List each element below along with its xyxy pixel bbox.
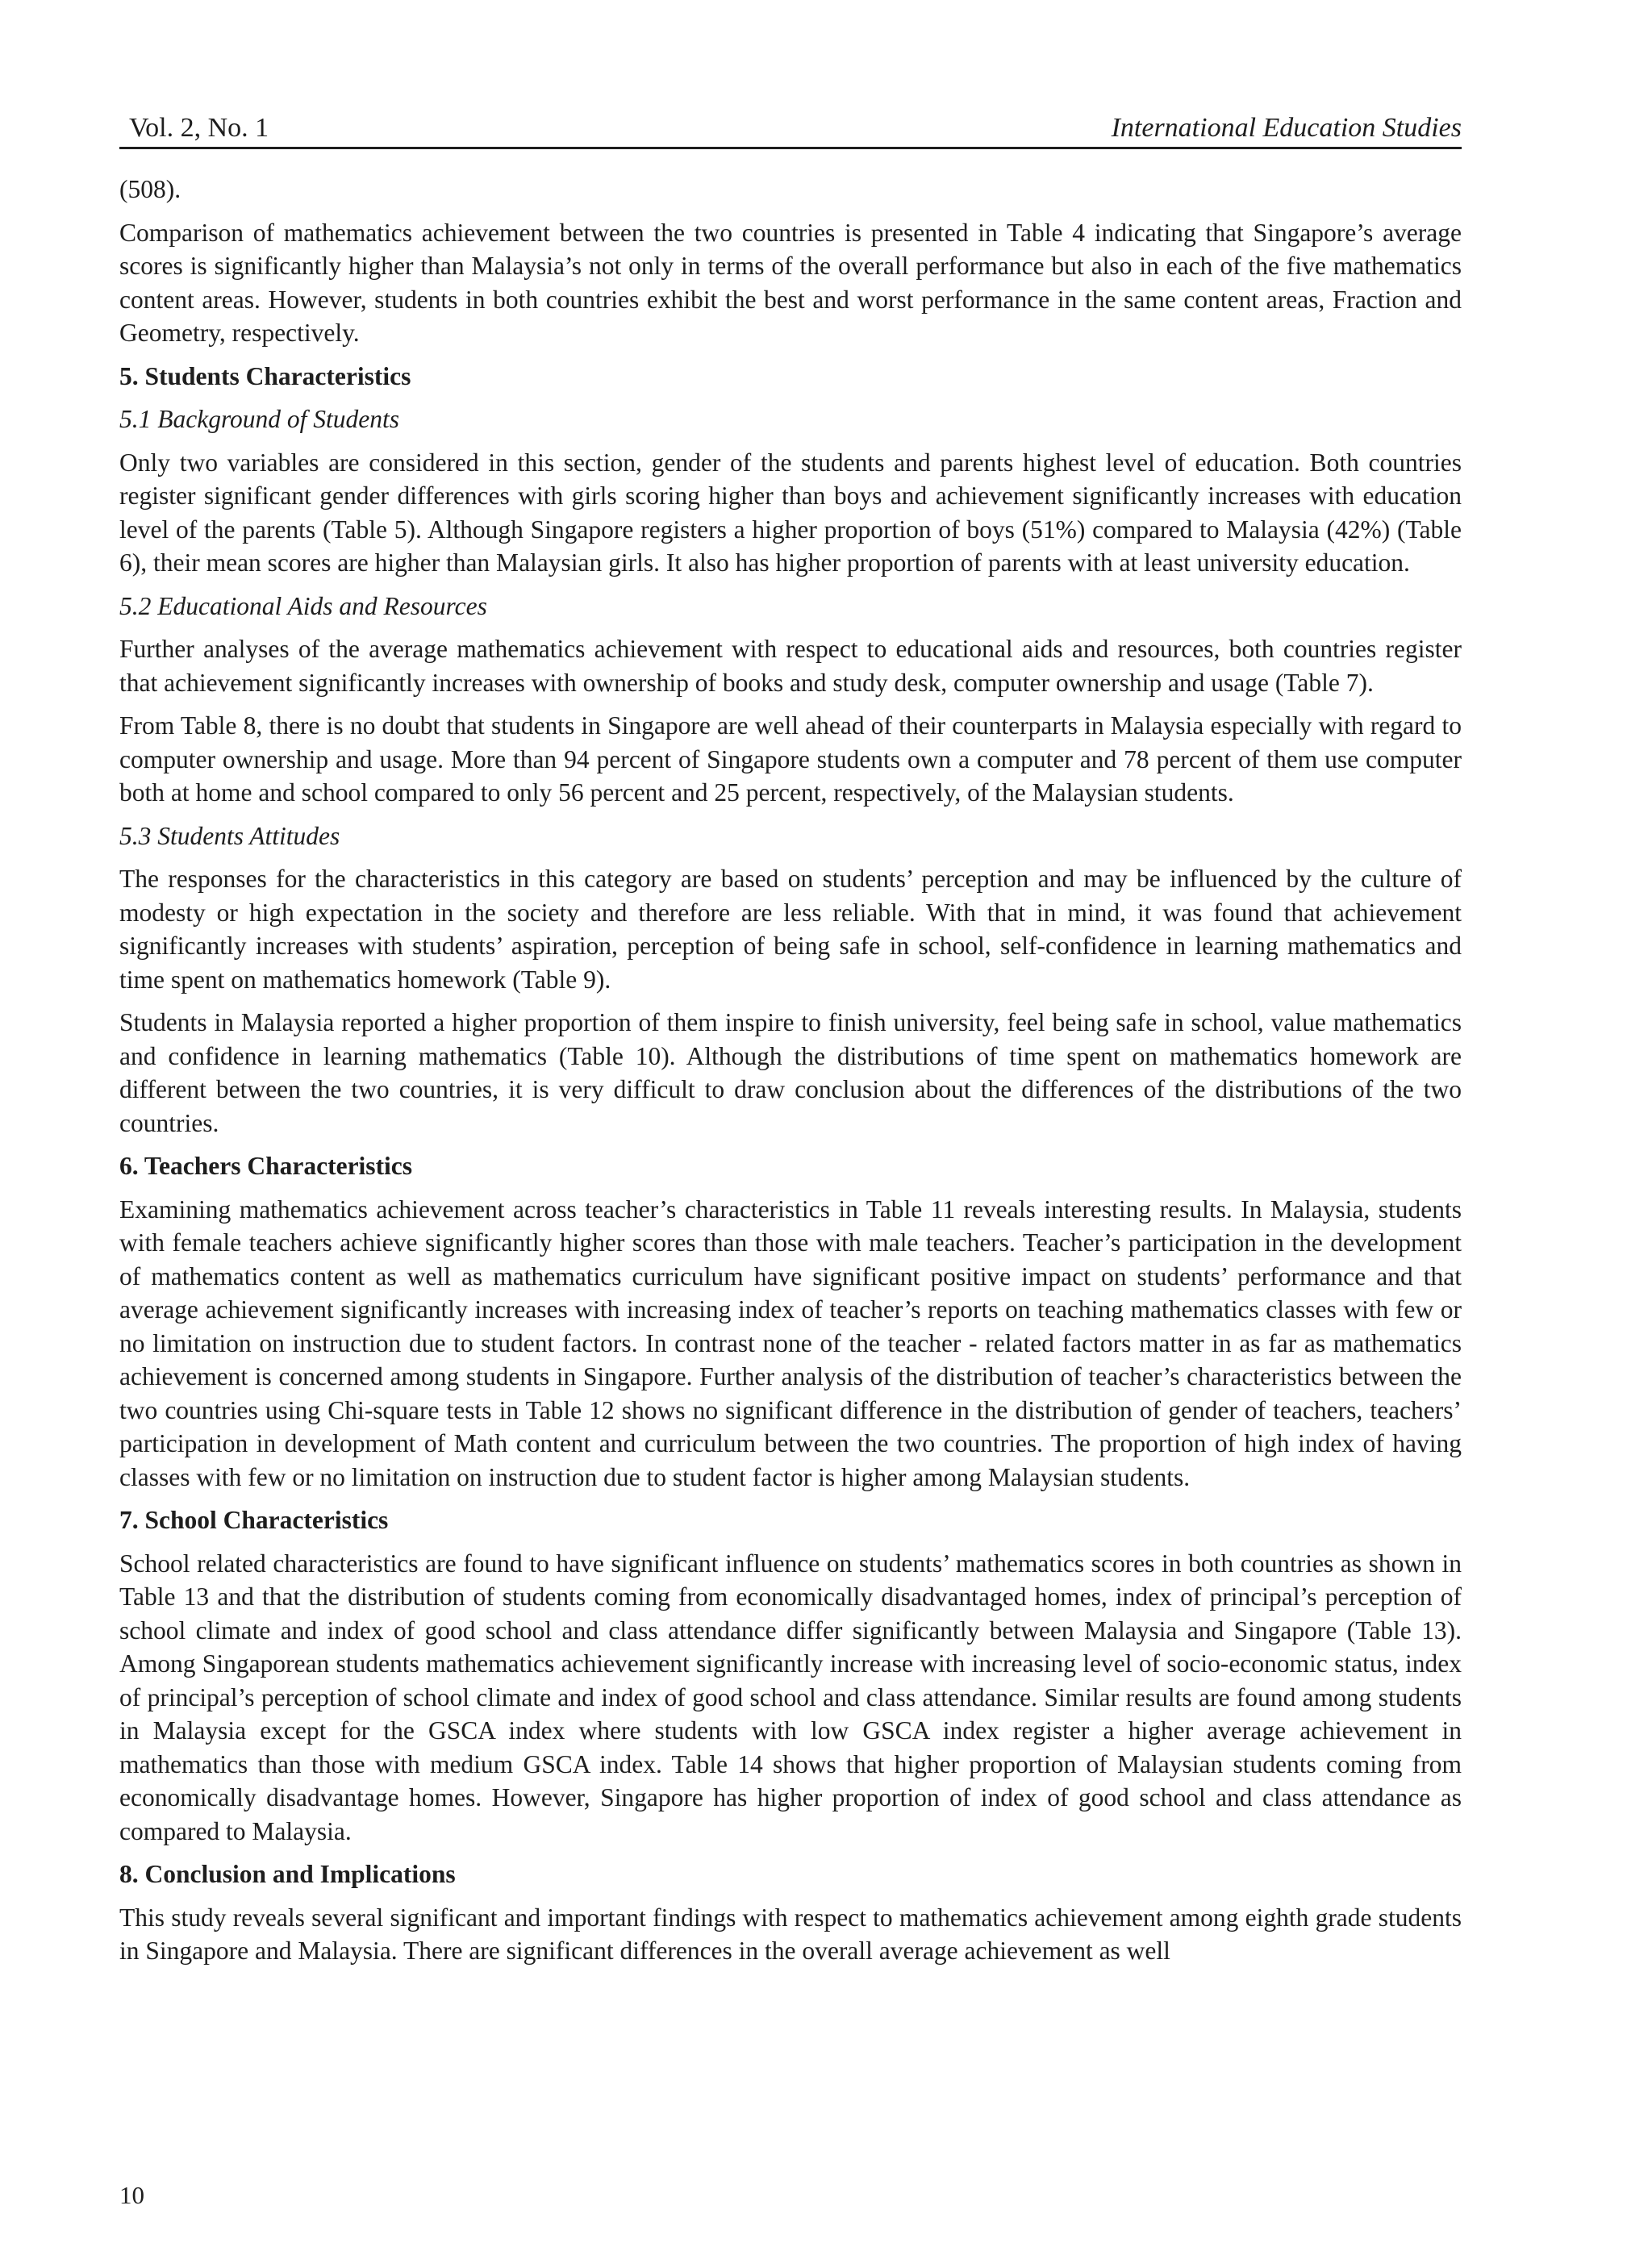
subsection-heading: 5.3 Students Attitudes bbox=[119, 821, 340, 850]
paragraph: Students in Malaysia reported a higher proportion of them inspire to finish university, feel being safe in school, value mathematics and confidence in learning mathematics (Table 10). Although the distributions of time spent on mathematics homework are different between the two countries, it is very difficult to draw conclusion about the differences of the distributions of the two countries. bbox=[119, 1008, 1462, 1137]
paragraph: The responses for the characteristics in this category are based on students’ perception and may be influenced by the culture of modesty or high expectation in the society and therefore are less reliable. With that in mind, it was found that achievement significantly increases with students’ aspiration, perception of being safe in school, self-confidence in learning mathematics and time spent on mathematics homework (Table 9). bbox=[119, 865, 1462, 994]
article-body bbox=[119, 173, 1462, 1978]
volume-label: Vol. 2, No. 1 bbox=[129, 113, 269, 143]
section-heading: 7. School Characteristics bbox=[119, 1506, 389, 1534]
running-header bbox=[119, 110, 1462, 149]
paragraph: School related characteristics are found to have significant influence on students’ mathematics scores in both countries as shown in Table 13 and that the distribution of students coming from economically disadvantaged homes, index of principal’s perception of school climate and index of good school and class attendance differ significantly between Malaysia and Singapore (Table 13). Among Singaporean students mathematics achievement significantly increase with increasing level of socio-economic status, index of principal’s perception of school climate and index of good school and class attendance. Similar results are found among students in Malaysia except for the GSCA index where students with low GSCA index register a higher average achievement in mathematics than those with medium GSCA index. Table 14 shows that higher proportion of Malaysian students coming from economically disadvantage homes. However, Singapore has higher proportion of index of good school and class attendance as compared to Malaysia. bbox=[119, 1549, 1462, 1845]
paragraph: Comparison of mathematics achievement between the two countries is presented in Table 4 indicating that Singapore’s average scores is significantly higher than Malaysia’s not only in terms of the overall performance but also in each of the five mathematics content areas. However, students in both countries exhibit the best and worst performance in the same content areas, Fraction and Geometry, respectively. bbox=[119, 218, 1462, 347]
paragraph: Only two variables are considered in this section, gender of the students and parents highest level of education. Both countries register significant gender differences with girls scoring higher than boys and achievement significantly increases with education level of the parents (Table 5). Although Singapore registers a higher proportion of boys (51%) compared to Malaysia (42%) (Table 6), their mean scores are higher than Malaysian girls. It also has higher proportion of parents with at least university education. bbox=[119, 448, 1462, 577]
section-heading: 5. Students Characteristics bbox=[119, 361, 411, 390]
paragraph: From Table 8, there is no doubt that students in Singapore are well ahead of their counterparts in Malaysia especially with regard to computer ownership and usage. More than 94 percent of Singapore students own a computer and 78 percent of them use computer both at home and school compared to only 56 percent and 25 percent, respectively, of the Malaysian students. bbox=[119, 711, 1462, 807]
section-heading: 6. Teachers Characteristics bbox=[119, 1152, 413, 1180]
paragraph: This study reveals several significant and important findings with respect to mathematics achievement among eighth grade students in Singapore and Malaysia. There are significant differences in the overall average achievement as well bbox=[119, 1903, 1462, 1965]
paragraph: (508). bbox=[119, 175, 181, 203]
subsection-heading: 5.1 Background of Students bbox=[119, 405, 400, 433]
page-number: 10 bbox=[119, 2181, 144, 2209]
journal-title: International Education Studies bbox=[1111, 113, 1462, 143]
paragraph: Examining mathematics achievement across teacher’s characteristics in Table 11 reveals interesting results. In Malaysia, students with female teachers achieve significantly higher scores than those with male teachers. Teacher’s participation in the development of mathematics content as well as mathematics curriculum have significant positive impact on students’ performance and that average achievement significantly increases with increasing index of teacher’s reports on teaching mathematics classes with few or no limitation on instruction due to student factors. In contrast none of the teacher - related factors matter in as far as mathematics achievement is concerned among students in Singapore. Further analysis of the distribution of teacher’s characteristics between the two countries using Chi-square tests in Table 12 shows no significant difference in the distribution of gender of teachers, teachers’ participation in development of Math content and curriculum between the two countries. The proportion of high index of having classes with few or no limitation on instruction due to student factor is higher among Malaysian students. bbox=[119, 1194, 1462, 1491]
section-heading: 8. Conclusion and Implications bbox=[119, 1860, 456, 1888]
paragraph: Further analyses of the average mathematics achievement with respect to educational aids and resources, both countries register that achievement significantly increases with ownership of books and study desk, computer ownership and usage (Table 7). bbox=[119, 635, 1462, 697]
subsection-heading: 5.2 Educational Aids and Resources bbox=[119, 591, 487, 620]
